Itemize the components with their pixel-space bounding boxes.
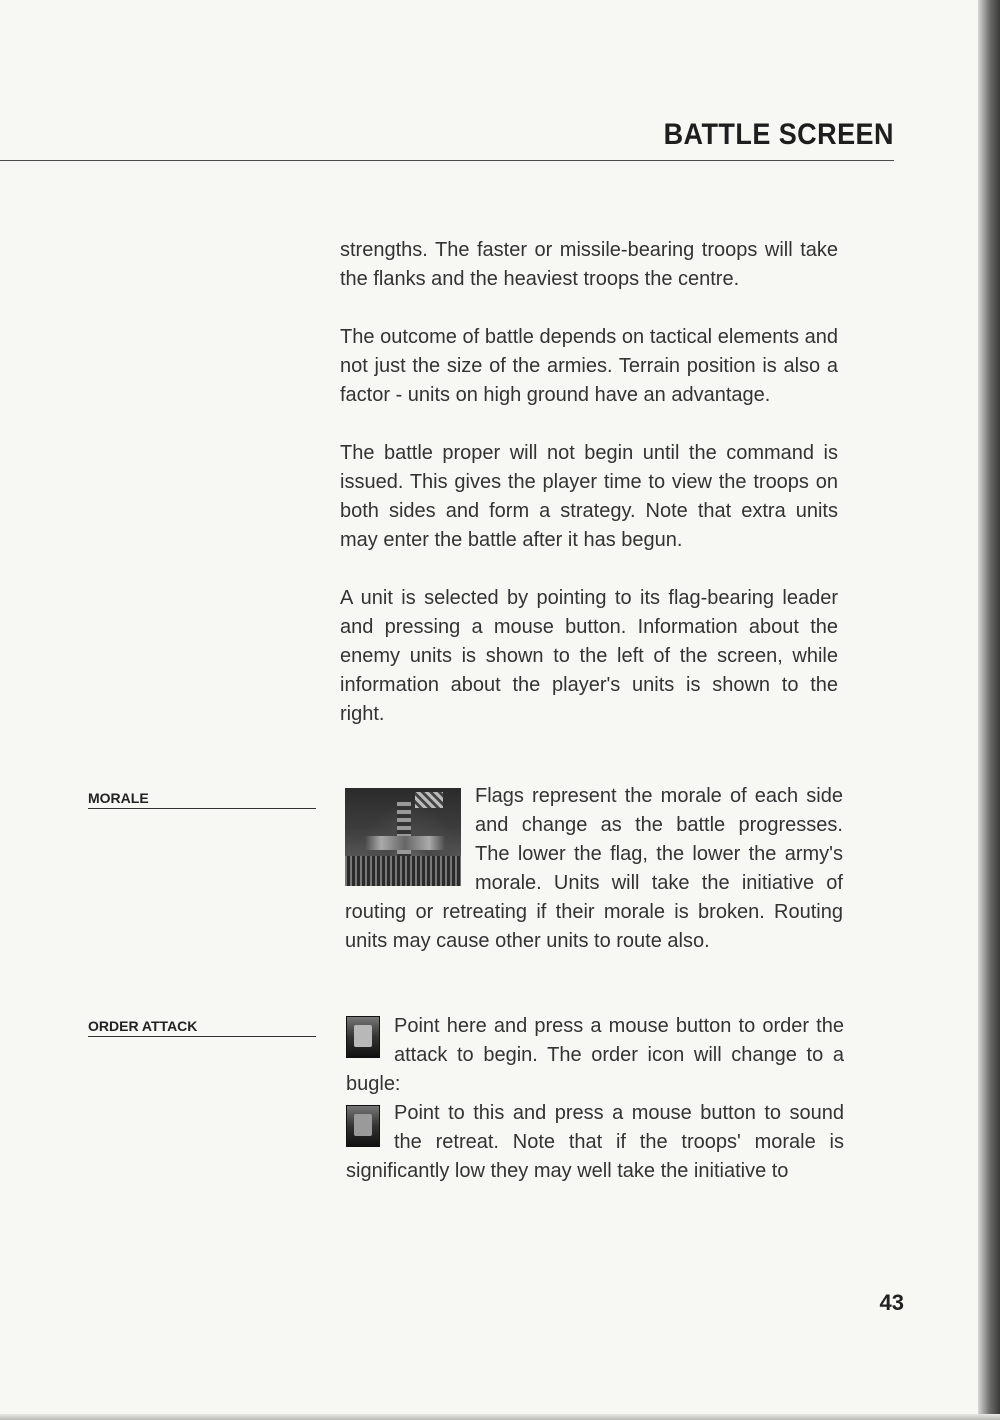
- header-divider: [0, 160, 894, 161]
- order-attack-section: [346, 1012, 844, 1186]
- bugle-retreat-icon: [346, 1105, 380, 1147]
- flag-shape: [415, 792, 443, 808]
- page-bottom-edge: [0, 1414, 1000, 1420]
- troops-crowd-shape: [345, 856, 461, 886]
- page-edge-shadow: [978, 0, 1000, 1420]
- paragraph-battle-proper: The battle proper will not begin until the command is issued. This gives the player time to view the troops on both sides and form a strategy. Note that extra units may enter the battle after it has begun.: [340, 442, 838, 551]
- order-attack-section-label: ORDER ATTACK: [88, 1018, 316, 1037]
- page-title: BATTLE SCREEN: [663, 118, 894, 151]
- order-attack-icon: [346, 1016, 380, 1058]
- morale-section: [345, 782, 843, 956]
- paragraph-outcome: The outcome of battle depends on tactical elements and not just the size of the armies. Terrain position is also a factor - units on high ground have an advantage.: [340, 326, 838, 406]
- retreat-description: Point to this and press a mouse button to sound the retreat. Note that if the troops' morale is significantly low they may well take the initiative to: [346, 1102, 844, 1182]
- morale-flags-screenshot-icon: [345, 788, 461, 886]
- bugle-retreat-icon-inner: [354, 1114, 372, 1136]
- main-text-block: [340, 236, 838, 729]
- order-attack-icon-inner: [354, 1025, 372, 1047]
- flag-pole-shape: [397, 802, 411, 864]
- morale-description: Flags represent the morale of each side and change as the battle progresses. The lower the flag, the lower the army's morale. Units will take the initiative of routing or retreating if their morale is broken. Routing units may cause other units to route also.: [345, 785, 843, 952]
- banner-wings-shape: [365, 836, 445, 850]
- page-number: 43: [879, 1290, 904, 1315]
- morale-section-label: MORALE: [88, 790, 316, 809]
- order-attack-description: Point here and press a mouse button to order the attack to begin. The order icon will change to a bugle:: [346, 1015, 844, 1095]
- paragraph-unit-selection: A unit is selected by pointing to its flag-bearing leader and pressing a mouse button. Information about the enemy units is shown to the left of the screen, while information about the player's units is shown to the right.: [340, 587, 838, 725]
- paragraph-strengths: strengths. The faster or missile-bearing troops will take the flanks and the heaviest troops the centre.: [340, 239, 838, 290]
